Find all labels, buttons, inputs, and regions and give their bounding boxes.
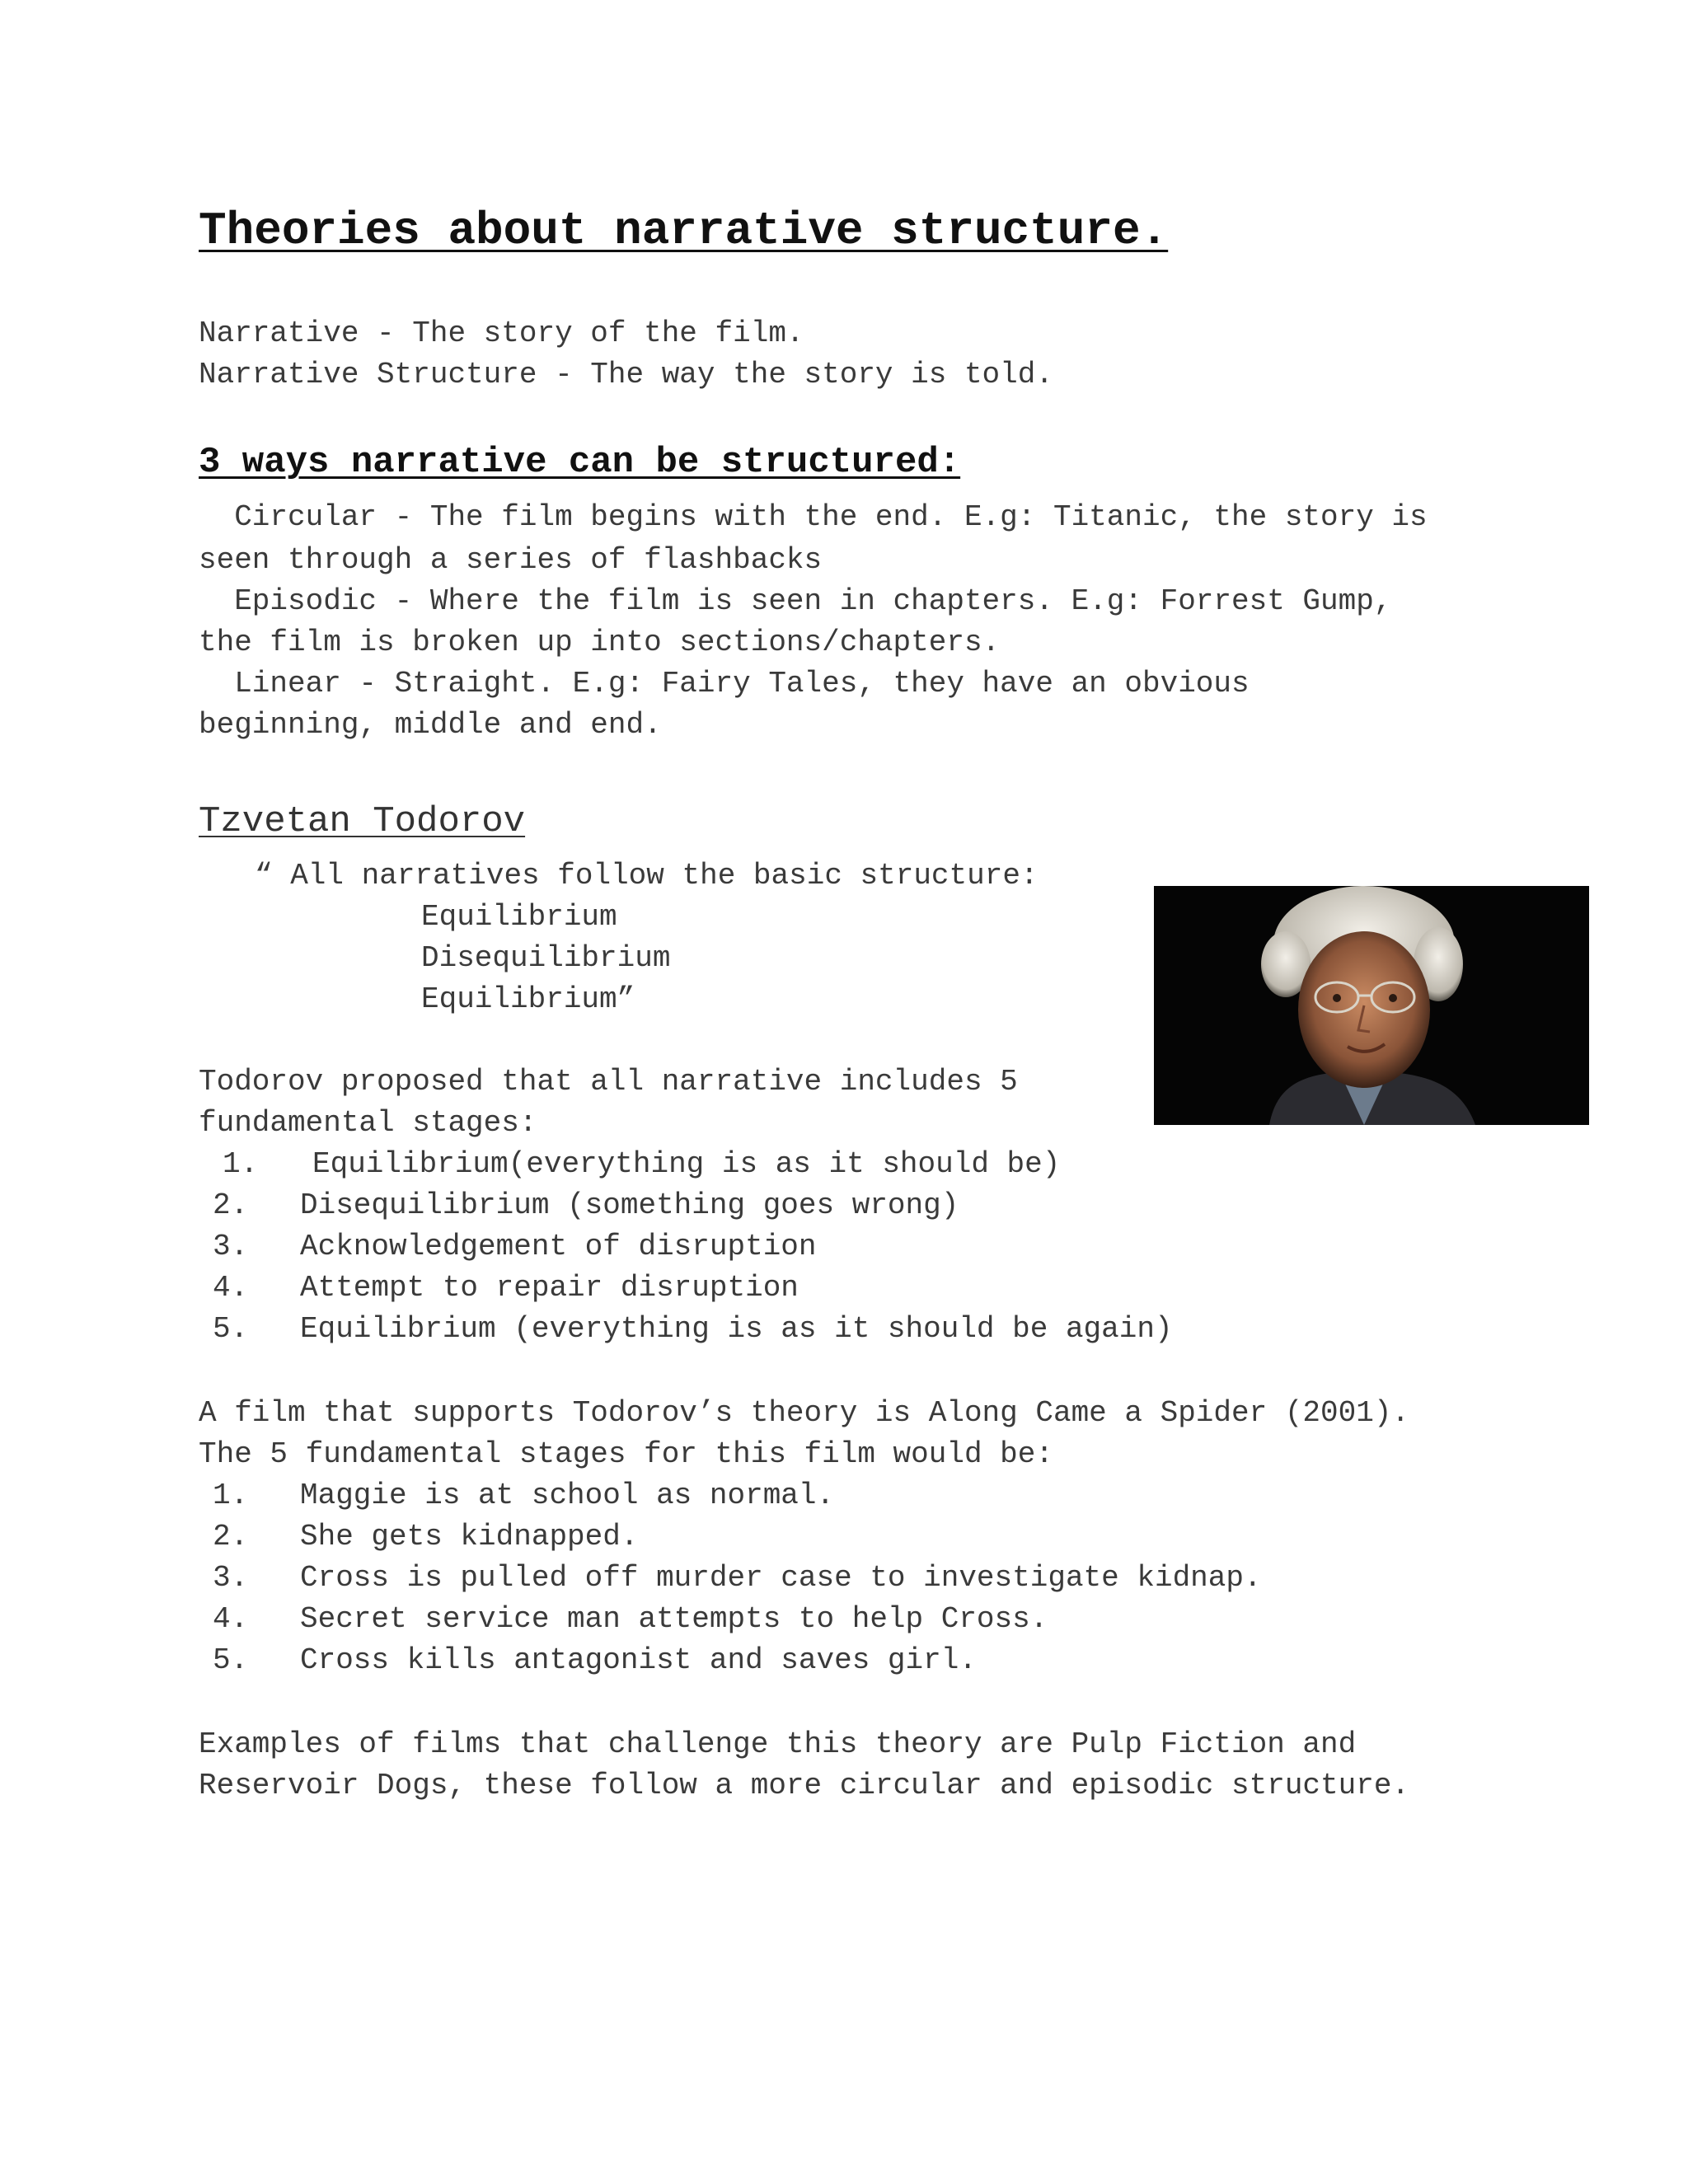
structure-linear: Linear - Straight. E.g: Fairy Tales, they have an obvious [199, 667, 1250, 701]
definition-narrative: Narrative - The story of the film. [199, 316, 804, 350]
stage-item: Acknowledgement of disruption [300, 1230, 817, 1263]
stage-item: Attempt to repair disruption [300, 1271, 799, 1305]
stage-number: 2. [213, 1188, 249, 1222]
structures-heading: 3 ways narrative can be structured: [199, 442, 961, 483]
film-stage-item: She gets kidnapped. [300, 1520, 639, 1554]
todorov-portrait [1154, 886, 1589, 1125]
definition-narrative-structure: Narrative Structure - The way the story is told. [199, 358, 1053, 391]
structure-episodic: Episodic - Where the film is seen in chapters. E.g: Forrest Gump, [199, 584, 1392, 618]
stage-item: Disequilibrium (something goes wrong) [300, 1188, 959, 1222]
film-stage-number: 5. [213, 1643, 249, 1677]
film-intro-cont: The 5 fundamental stages for this film would be: [199, 1437, 1053, 1471]
stage-item: Equilibrium (everything is as it should be again) [300, 1312, 1173, 1346]
film-stage-item: Cross is pulled off murder case to investigate kidnap. [300, 1561, 1262, 1595]
stage-number: 1. [223, 1147, 259, 1181]
quote-line: “ All narratives follow the basic structure: [255, 859, 1039, 893]
film-stage-item: Cross kills antagonist and saves girl. [300, 1643, 977, 1677]
stage-item: Equilibrium(everything is as it should be) [312, 1147, 1061, 1181]
todorov-heading: Tzvetan Todorov [199, 801, 526, 842]
structure-episodic-cont: the film is broken up into sections/chapters. [199, 626, 1001, 659]
structure-circular: Circular - The film begins with the end. E.g: Titanic, the story is [199, 500, 1428, 534]
quote-equilibrium: Equilibrium [421, 900, 617, 934]
film-stage-number: 3. [213, 1561, 249, 1595]
film-intro: A film that supports Todorov’s theory is Along Came a Spider (2001). [199, 1396, 1410, 1430]
stages-intro: Todorov proposed that all narrative includes 5 [199, 1065, 1018, 1099]
stage-number: 4. [213, 1271, 249, 1305]
conclusion: Examples of films that challenge this theory are Pulp Fiction and [199, 1727, 1357, 1761]
stage-number: 3. [213, 1230, 249, 1263]
film-stage-item: Maggie is at school as normal. [300, 1479, 835, 1512]
structure-linear-cont: beginning, middle and end. [199, 708, 662, 742]
quote-equilibrium-end: Equilibrium” [421, 982, 635, 1016]
page-title: Theories about narrative structure. [199, 204, 1169, 257]
quote-disequilibrium: Disequilibrium [421, 941, 671, 975]
conclusion-cont: Reservoir Dogs, these follow a more circular and episodic structure. [199, 1769, 1410, 1802]
structure-circular-cont: seen through a series of flashbacks [199, 543, 823, 577]
film-stage-number: 2. [213, 1520, 249, 1554]
film-stage-number: 1. [213, 1479, 249, 1512]
stages-intro-cont: fundamental stages: [199, 1106, 537, 1140]
film-stage-item: Secret service man attempts to help Cross. [300, 1602, 1048, 1636]
film-stage-number: 4. [213, 1602, 249, 1636]
stage-number: 5. [213, 1312, 249, 1346]
